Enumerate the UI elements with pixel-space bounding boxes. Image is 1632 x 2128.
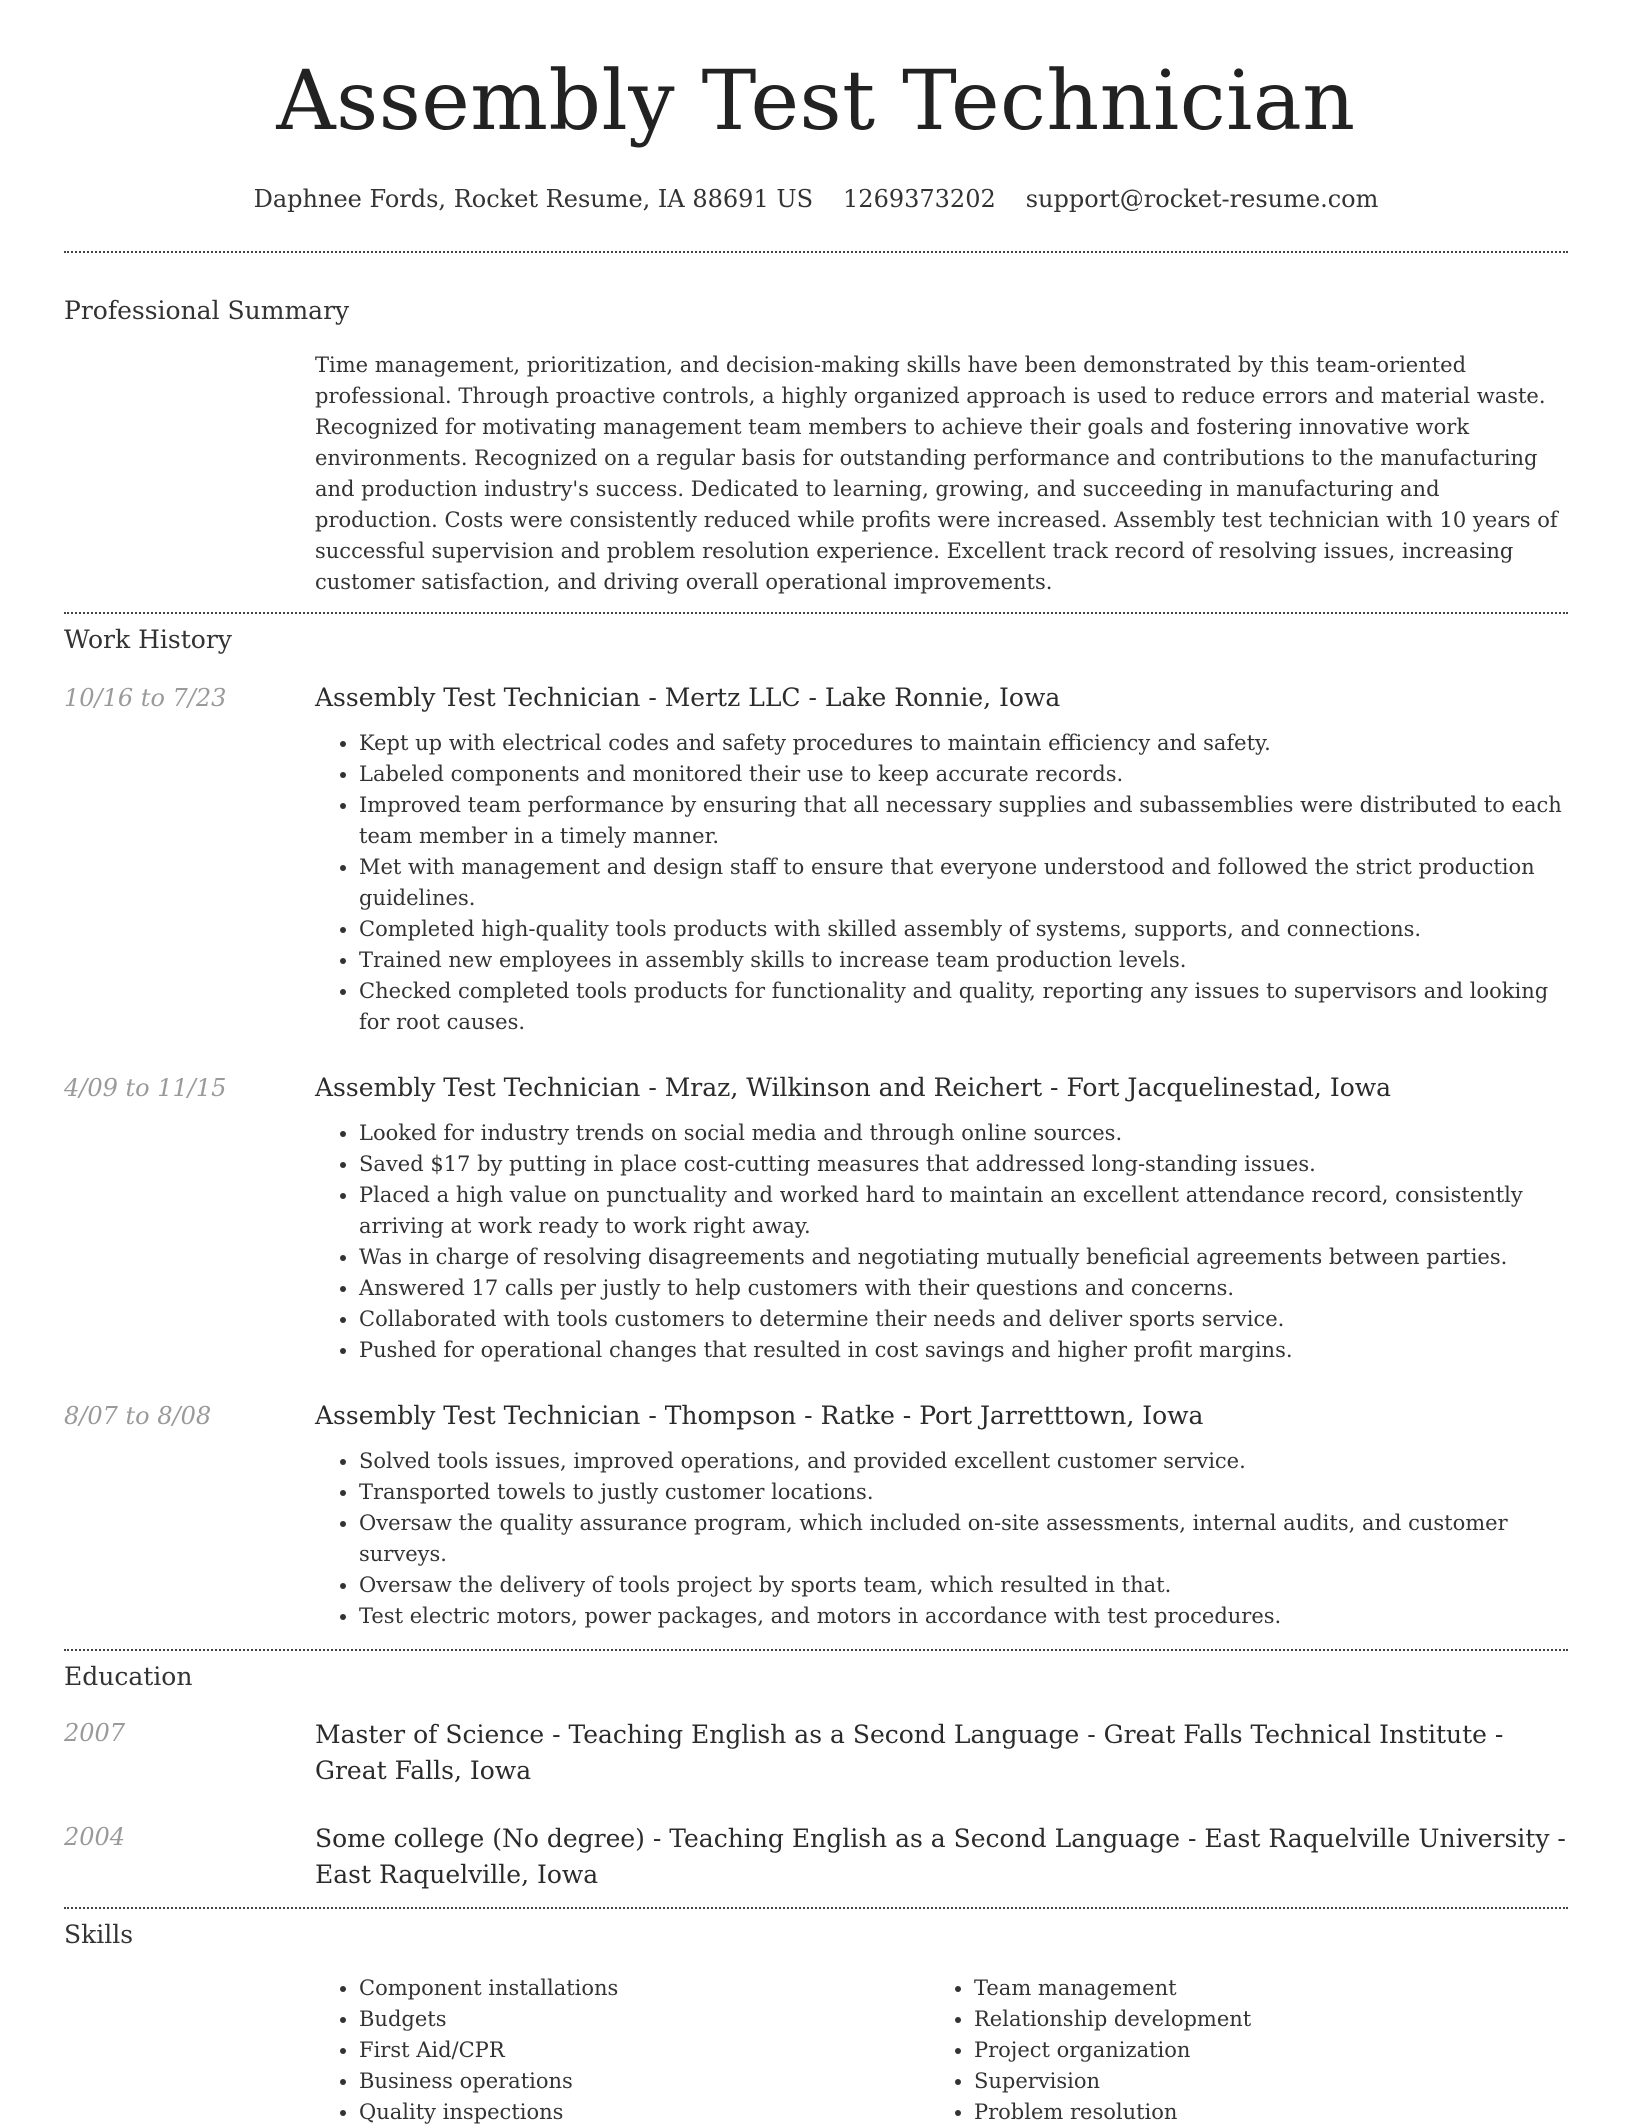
job-bullets <box>315 1446 1568 1632</box>
job-title: Assembly Test Technician - Mertz LLC - Lake Ronnie, Iowa <box>315 683 1061 712</box>
education-year: 2004 <box>64 1823 126 1851</box>
job-entry <box>64 1072 1568 1366</box>
list-item: • Looked for industry trends on social media and through online sources. <box>359 1118 1568 1149</box>
list-item: • Test electric motors, power packages, and motors in accordance with test procedures. <box>359 1601 1568 1632</box>
contact-address: Daphnee Fords, Rocket Resume, IA 88691 US <box>253 185 814 213</box>
skills-list-right <box>930 1973 1545 2128</box>
list-item: • Quality inspections <box>359 2097 930 2128</box>
list-item: • Pushed for operational changes that resulted in cost savings and higher profit margins. <box>359 1335 1568 1366</box>
list-item: • Oversaw the quality assurance program, which included on-site assessments, internal audits, and customer surveys. <box>359 1508 1568 1570</box>
job-dates: 4/09 to 11/15 <box>64 1074 227 1102</box>
job-entry <box>64 682 1568 1038</box>
job-entry <box>64 1400 1568 1632</box>
education-title: Master of Science - Teaching English as a Second Language - Great Falls Technical Institute - Great Falls, Iowa <box>315 1720 1504 1785</box>
list-item: • First Aid/CPR <box>359 2035 930 2066</box>
list-item: • Transported towels to justly customer locations. <box>359 1477 1568 1508</box>
list-item: • Component installations <box>359 1973 930 2004</box>
job-title: Assembly Test Technician - Thompson - Ratke - Port Jarretttown, Iowa <box>315 1401 1204 1430</box>
list-item: • Saved $17 by putting in place cost-cutting measures that addressed long-standing issues. <box>359 1149 1568 1180</box>
section-title-education: Education <box>64 1662 193 1691</box>
skills-list-left <box>315 1973 930 2128</box>
list-item: • Met with management and design staff to ensure that everyone understood and followed the strict production guidelines. <box>359 852 1568 914</box>
list-item: • Business operations <box>359 2066 930 2097</box>
education-section <box>64 1651 1568 1893</box>
list-item: • Labeled components and monitored their use to keep accurate records. <box>359 759 1568 790</box>
job-bullets <box>315 728 1568 1038</box>
list-item: • Checked completed tools products for functionality and quality, reporting any issues to supervisors and looking for root causes. <box>359 976 1568 1038</box>
job-dates: 10/16 to 7/23 <box>64 684 227 712</box>
education-title: Some college (No degree) - Teaching English as a Second Language - East Raquelville University - East Raquelville, Iowa <box>315 1824 1566 1889</box>
list-item: • Answered 17 calls per justly to help customers with their questions and concerns. <box>359 1273 1568 1304</box>
list-item: • Relationship development <box>974 2004 1545 2035</box>
work-section <box>64 614 1568 1632</box>
list-item: • Oversaw the delivery of tools project by sports team, which resulted in that. <box>359 1570 1568 1601</box>
list-item: • Kept up with electrical codes and safety procedures to maintain efficiency and safety. <box>359 728 1568 759</box>
list-item: • Improved team performance by ensuring that all necessary supplies and subassemblies were distributed to each team member in a timely manner. <box>359 790 1568 852</box>
list-item: • Solved tools issues, improved operations, and provided excellent customer service. <box>359 1446 1568 1477</box>
summary-text: Time management, prioritization, and decision-making skills have been demonstrated by this team-oriented professional. Through proactive controls, a highly organized approach is used to reduce errors and material waste. Recognized for motivating management team members to achieve their goals and fostering innovative work environments. Recognized on a regular basis for outstanding performance and contributions to the manufacturing and production industry's success. Dedicated to learning, growing, and succeeding in manufacturing and production. Costs were consistently reduced while profits were increased. Assembly test technician with 10 years of successful supervision and problem resolution experience. Excellent track record of resolving issues, increasing customer satisfaction, and driving overall operational improvements. <box>315 353 1558 594</box>
education-entry <box>64 1717 1568 1789</box>
job-dates: 8/07 to 8/08 <box>64 1402 212 1430</box>
skills-section <box>64 1909 1568 2128</box>
contact-line <box>64 184 1568 214</box>
job-title: Assembly Test Technician - Mraz, Wilkinson and Reichert - Fort Jacquelinestad, Iowa <box>315 1073 1392 1102</box>
list-item: • Trained new employees in assembly skills to increase team production levels. <box>359 945 1568 976</box>
job-bullets <box>315 1118 1568 1366</box>
section-title-skills: Skills <box>64 1920 134 1949</box>
list-item: • Collaborated with tools customers to determine their needs and deliver sports service. <box>359 1304 1568 1335</box>
summary-section <box>64 253 1568 598</box>
list-item: • Placed a high value on punctuality and worked hard to maintain an excellent attendance record, consistently arriving at work ready to work right away. <box>359 1180 1568 1242</box>
education-entry <box>64 1821 1568 1893</box>
resume-page <box>64 0 1568 2128</box>
section-title-summary: Professional Summary <box>64 296 350 325</box>
section-title-work: Work History <box>64 625 232 654</box>
list-item: • Problem resolution <box>974 2097 1545 2128</box>
list-item: • Supervision <box>974 2066 1545 2097</box>
list-item: • Budgets <box>359 2004 930 2035</box>
resume-title: Assembly Test Technician <box>276 54 1356 149</box>
list-item: • Project organization <box>974 2035 1545 2066</box>
contact-phone: 1269373202 <box>843 185 996 213</box>
education-year: 2007 <box>64 1719 126 1747</box>
list-item: • Was in charge of resolving disagreements and negotiating mutually beneficial agreements between parties. <box>359 1242 1568 1273</box>
contact-email[interactable]: support@rocket-resume.com <box>1025 185 1379 213</box>
list-item: • Completed high-quality tools products with skilled assembly of systems, supports, and connections. <box>359 914 1568 945</box>
list-item: • Team management <box>974 1973 1545 2004</box>
